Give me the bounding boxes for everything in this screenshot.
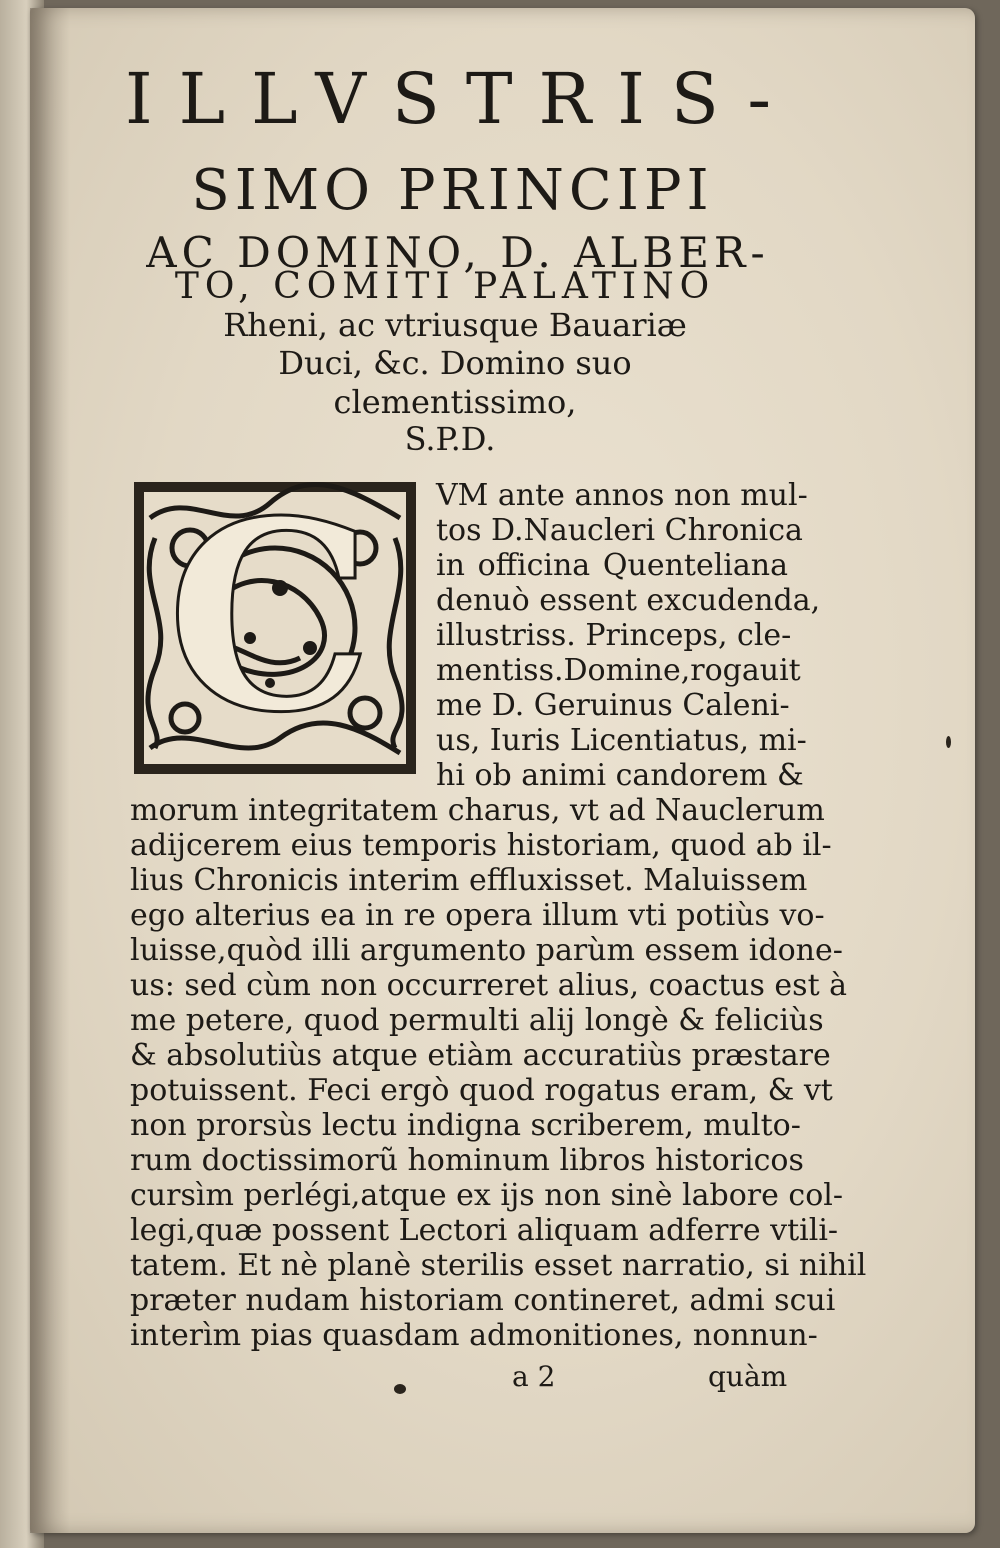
heading-line-1: ILLVSTRIS- bbox=[125, 58, 798, 140]
body-line: adijcerem eius temporis historiam, quod ab il- bbox=[130, 828, 832, 863]
body-line: hi ob animi candorem & bbox=[436, 758, 804, 793]
gutter-shadow bbox=[30, 8, 70, 1533]
body-line: ego alterius ea in re opera illum vti potiùs vo- bbox=[130, 898, 825, 933]
body-line: mentiss.Domine,rogauit bbox=[436, 653, 801, 688]
body-line: luisse,quòd illi argumento parùm essem idone- bbox=[130, 933, 843, 968]
initial-letter: C bbox=[166, 465, 374, 770]
body-line: non prorsùs lectu indigna scriberem, multo- bbox=[130, 1108, 801, 1143]
body-line: us: sed cùm non occurreret alius, coactus est à bbox=[130, 968, 848, 1003]
body-line: legi,quæ possent Lectori aliquam adferre vtili- bbox=[130, 1213, 839, 1248]
ink-spot bbox=[946, 736, 951, 748]
heading-line-4: TO, COMITI PALATINO bbox=[174, 266, 716, 307]
body-line: me D. Geruinus Caleni- bbox=[436, 688, 790, 723]
heading-line-8: S.P.D. bbox=[404, 420, 496, 458]
body-line: tatem. Et nè planè sterilis esset narratio, si nihil bbox=[130, 1248, 867, 1283]
body-line: illustriss. Princeps, cle- bbox=[436, 618, 792, 653]
body-line: cursìm perlégi,atque ex ijs non sinè labore col- bbox=[130, 1178, 844, 1213]
body-line: interìm pias quasdam admonitiones, nonnun- bbox=[130, 1318, 818, 1353]
decorated-initial bbox=[130, 465, 420, 778]
heading-line-6: Duci, &c. Domino suo bbox=[278, 344, 632, 382]
heading-line-5: Rheni, ac vtriusque Bauariæ bbox=[223, 306, 687, 344]
body-line: rum doctissimorũ hominum libros historicos bbox=[130, 1143, 804, 1178]
ink-spot bbox=[394, 1384, 406, 1394]
body-line: potuissent. Feci ergò quod rogatus eram, & vt bbox=[130, 1073, 833, 1108]
body-line: in officina Quenteliana bbox=[436, 548, 788, 583]
body-line: VM ante annos non mul- bbox=[436, 478, 808, 513]
heading-line-2: SIMO PRINCIPI bbox=[191, 158, 714, 223]
body-line: lius Chronicis interim effluxisset. Maluissem bbox=[130, 863, 808, 898]
body-line: tos D.Naucleri Chronica bbox=[436, 513, 803, 548]
signature-mark: a 2 bbox=[512, 1360, 556, 1393]
body-line: præter nudam historiam contineret, admi scui bbox=[130, 1283, 836, 1318]
body-line: denuò essent excudenda, bbox=[436, 583, 821, 618]
body-line: me petere, quod permulti alij longè & feliciùs bbox=[130, 1003, 824, 1038]
body-line: us, Iuris Licentiatus, mi- bbox=[436, 723, 807, 758]
catchword: quàm bbox=[708, 1360, 788, 1393]
body-line: morum integritatem charus, vt ad Nauclerum bbox=[130, 793, 825, 828]
heading-line-3: AC DOMINO, D. ALBER- bbox=[146, 228, 770, 277]
heading-line-7: clementissimo, bbox=[333, 383, 577, 421]
body-line: & absolutiùs atque etiàm accuratiùs præstare bbox=[130, 1038, 831, 1073]
